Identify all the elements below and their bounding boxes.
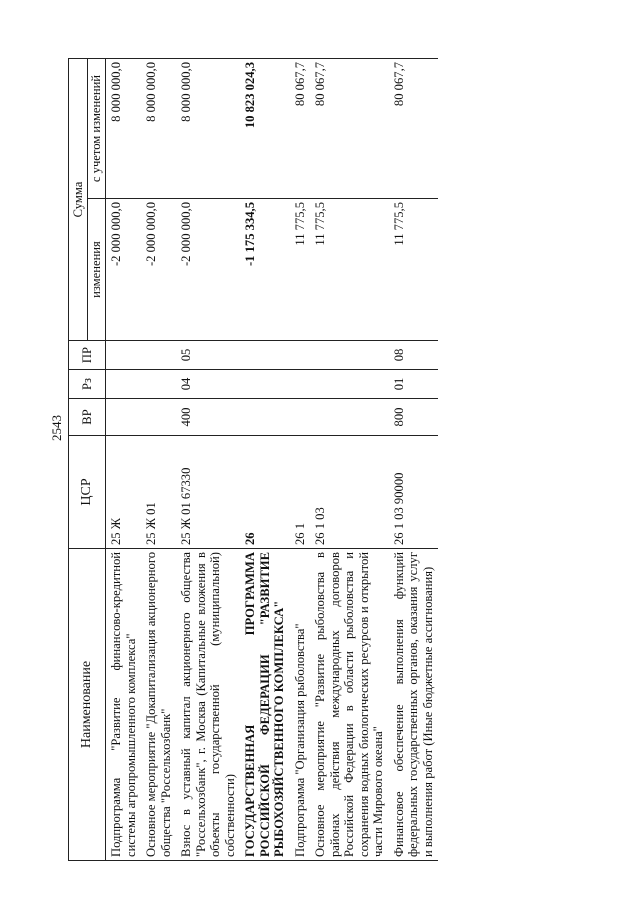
cell-csr: 26 1 <box>290 436 311 549</box>
cell-rz <box>240 370 290 399</box>
cell-vr: 800 <box>389 399 439 436</box>
header-rz: Рз <box>69 370 106 399</box>
cell-pr <box>106 341 142 370</box>
cell-rz: 01 <box>389 370 439 399</box>
table-row <box>310 58 389 860</box>
cell-pr: 08 <box>389 341 439 370</box>
cell-name: ГОСУДАРСТВЕННАЯ ПРОГРАММА РОССИЙСКОЙ ФЕДЕРАЦИИ "РАЗВИТИЕ РЫБОХОЗЯЙСТВЕННОГО КОМПЛЕКСА" <box>240 549 290 861</box>
cell-rz: 04 <box>176 370 240 399</box>
cell-changes: 11 775,5 <box>389 199 439 341</box>
cell-changes: 11 775,5 <box>310 199 389 341</box>
cell-vr: 400 <box>176 399 240 436</box>
table-row <box>240 58 290 860</box>
cell-pr: 05 <box>176 341 240 370</box>
cell-vr <box>240 399 290 436</box>
cell-total: 80 067,7 <box>389 58 439 198</box>
page-number: 2543 <box>49 415 64 441</box>
cell-changes: 11 775,5 <box>290 199 311 341</box>
cell-total: 8 000 000,0 <box>106 58 142 198</box>
cell-name: Основное мероприятие "Развитие рыболовства в районах действия международных договоров Российской Федерации в области рыболовства и сохранения водных биологических ресурсов и открытой части Мирового океана" <box>310 549 389 861</box>
cell-total: 80 067,7 <box>310 58 389 198</box>
table-row <box>290 58 311 860</box>
cell-name: Подпрограмма "Организация рыболовства" <box>290 549 311 861</box>
cell-pr <box>240 341 290 370</box>
cell-vr <box>290 399 311 436</box>
rotated-page <box>68 59 608 861</box>
cell-csr: 25 Ж 01 <box>141 436 176 549</box>
cell-csr: 26 <box>240 436 290 549</box>
cell-changes: -1 175 334,5 <box>240 199 290 341</box>
cell-csr: 26 1 03 <box>310 436 389 549</box>
cell-rz <box>310 370 389 399</box>
cell-csr: 26 1 03 90000 <box>389 436 439 549</box>
header-name: Наименование <box>69 549 106 861</box>
cell-changes: -2 000 000,0 <box>176 199 240 341</box>
cell-total: 80 067,7 <box>290 58 311 198</box>
cell-vr <box>106 399 142 436</box>
table-row <box>141 58 176 860</box>
budget-table <box>68 58 438 861</box>
cell-name: Подпрограмма "Развитие финансово-кредитной системы агропромышленного комплекса" <box>106 549 142 861</box>
header-with-changes: с учетом изменений <box>88 58 106 198</box>
cell-pr <box>310 341 389 370</box>
table-row <box>389 58 439 860</box>
cell-pr <box>290 341 311 370</box>
cell-total: 8 000 000,0 <box>176 58 240 198</box>
cell-name: Финансовое обеспечение выполнения функций федеральных государственных органов, оказания услуг и выполнения работ (Иные бюджетные ассигнования) <box>389 549 439 861</box>
header-changes: изменения <box>88 199 106 341</box>
cell-vr <box>310 399 389 436</box>
cell-total: 8 000 000,0 <box>141 58 176 198</box>
cell-csr: 25 Ж <box>106 436 142 549</box>
cell-changes: -2 000 000,0 <box>141 199 176 341</box>
table-row <box>106 58 142 860</box>
header-sum: Сумма <box>69 58 88 340</box>
cell-vr <box>141 399 176 436</box>
header-vr: ВР <box>69 399 106 436</box>
header-pr: ПР <box>69 341 106 370</box>
cell-name: Взнос в уставный капитал акционерного общества "Россельхозбанк", г. Москва (Капитальные вложения в объекты государственной (муниципальной) собственности) <box>176 549 240 861</box>
cell-rz <box>106 370 142 399</box>
cell-total: 10 823 024,3 <box>240 58 290 198</box>
table-row <box>176 58 240 860</box>
cell-rz <box>141 370 176 399</box>
cell-rz <box>290 370 311 399</box>
cell-name: Основное мероприятие "Докапитализация акционерного общества "Россельхозбанк" <box>141 549 176 861</box>
cell-csr: 25 Ж 01 67330 <box>176 436 240 549</box>
cell-changes: -2 000 000,0 <box>106 199 142 341</box>
cell-pr <box>141 341 176 370</box>
header-csr: ЦСР <box>69 436 106 549</box>
